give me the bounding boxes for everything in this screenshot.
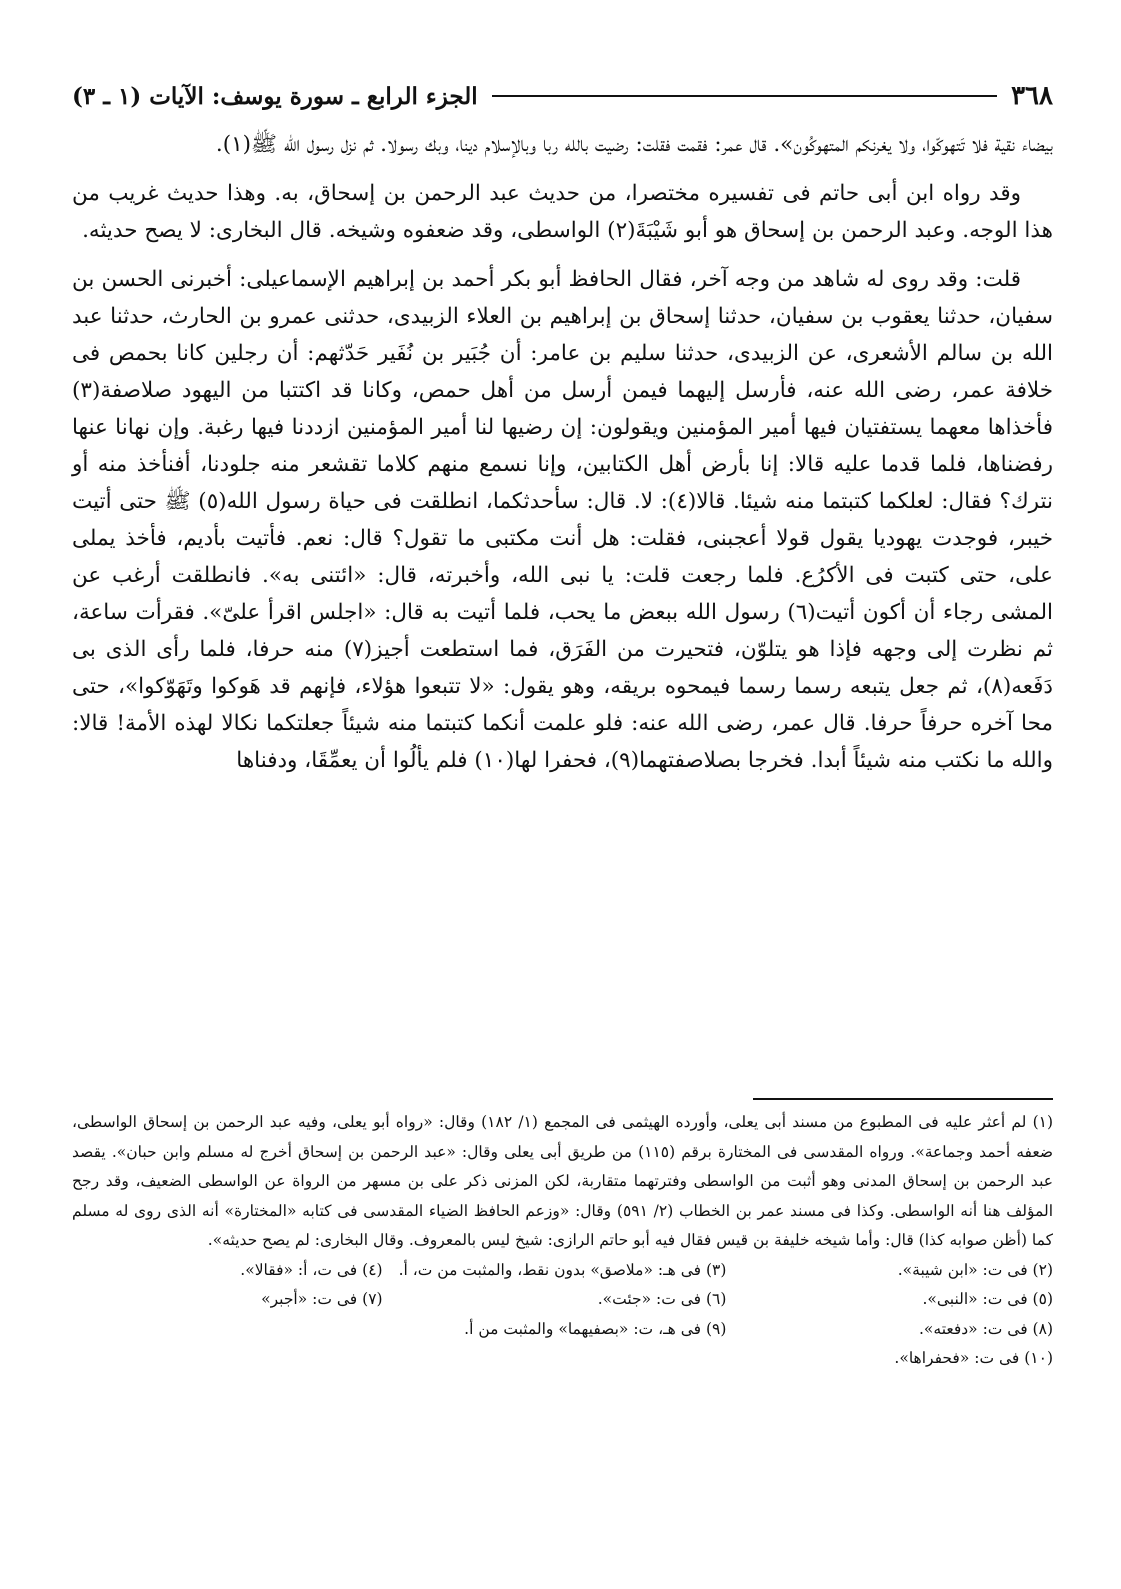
main-text [72, 126, 1053, 791]
paragraph: بيضاء نقية فلا تَتهوكّوا، ولا يغرنكم المتهوكُون». قال عمر: فقمت فقلت: رضيت بالله ربا وبالإسلام دينا، وبك رسولا. ثم نزل رسول الله ﷺ(١). [215, 132, 1053, 157]
header-rule [492, 95, 997, 97]
footnotes [72, 1108, 1053, 1374]
footnote: (٧) فى ت: «أجبر» [261, 1290, 383, 1308]
footnote: (١) لم أعثر عليه فى المطبوع من مسند أبى يعلى، وأورده الهيثمى فى المجمع (١/ ١٨٢) وقال: «رواه أبو يعلى، وفيه عبد الرحمن بن إسحاق الواسطى، ضعفه أحمد وجماعة». ورواه المقدسى فى المختارة برقم (١١٥) من طريق أبى يعلى وقال: «عبد الرحمن بن إسحاق أخرج له مسلم وابن حبان». يقصد عبد الرحمن بن إسحاق المدنى وهو أثبت من الواسطى وفترتهما متقاربة، لكن المزنى ذكر على بن مسهر من الرواة عن الواسطى الضعيف، وقد رجح المؤلف هنا أنه الواسطى. وكذا فى مسند عمر بن الخطاب (٢/ ٥٩١) وقال: «وزعم الحافظ الضياء المقدسى فى كتابه «المختارة» أنه الذى روى له مسلم كما (أظن صوابه كذا) قال: وأما شيخه خليفة بن قيس فقال فيه أبو حاتم الرازى: شيخ ليس بالمعروف. وقال البخارى: لم يصح حديثه». [72, 1113, 1054, 1249]
running-header [72, 78, 1053, 114]
footnote: (٢) فى ت: «ابن شيبة». [897, 1260, 1053, 1279]
footnote: (٤) فى ت، أ: «فقالا». [240, 1260, 383, 1279]
page-number: ٣٦٨ [1011, 81, 1053, 111]
running-title: الجزء الرابع ـ سورة يوسف: الآيات (١ ـ ٣) [72, 82, 478, 110]
paragraph: وقد رواه ابن أبى حاتم فى تفسيره مختصرا، من حديث عبد الرحمن بن إسحاق، به. وهذا حديث غريب من هذا الوجه. وعبد الرحمن بن إسحاق هو أبو شَيْبَةَ(٢) الواسطى، وقد ضعفوه وشيخه. قال البخارى: لا يصح حديثه. [72, 181, 1053, 243]
footnote: (٨) فى ت: «دفعته». [918, 1319, 1053, 1338]
footnote: (٥) فى ت: «النبى». [922, 1290, 1053, 1308]
footnote: (٩) فى هـ، ت: «بصفيهما» والمثبت من أ. [464, 1319, 727, 1338]
footnote-separator [753, 1098, 1053, 1100]
footnote: (٣) فى هـ: «ملاصق» بدون نقط، والمثبت من ت، أ. [398, 1260, 727, 1279]
paragraph: قلت: وقد روى له شاهد من وجه آخر، فقال الحافظ أبو بكر أحمد بن إبراهيم الإسماعيلى: أخبرنى الحسن بن سفيان، حدثنا يعقوب بن سفيان، حدثنا إسحاق بن إبراهيم بن العلاء الزبيدى، حدثنى عمرو بن الحارث، حدثنا عبد الله بن سالم الأشعرى، عن الزبيدى، حدثنا سليم بن عامر: أن جُبَير بن نُفَير حَدّثهم: أن رجلين كانا بحمص فى خلافة عمر، رضى الله عنه، فأرسل إليهما فيمن أرسل من أهل حمص، وكانا قد اكتتبا من اليهود صلاصفة(٣) فأخذاها معهما يستفتيان فيها أمير المؤمنين ويقولون: إن رضيها لنا أمير المؤمنين ازددنا فيها رغبة. وإن نهانا عنها رفضناها، فلما قدما عليه قالا: إنا بأرض أهل الكتابين، وإنا نسمع منهم كلاما تقشعر منه جلودنا، أفنأخذ منه أو نترك؟ فقال: لعلكما كتبتما منه شيئا. قالا(٤): لا. قال: سأحدثكما، انطلقت فى حياة رسول الله(٥) ﷺ حتى أتيت خيبر، فوجدت يهوديا يقول قولا أعجبنى، فقلت: هل أنت مكتبى ما تقول؟ قال: نعم. فأتيت بأديم، فأخذ يملى على، حتى كتبت فى الأكرُع. فلما رجعت قلت: يا نبى الله، وأخبرته، قال: «ائتنى به». فانطلقت أرغب عن المشى رجاء أن أكون أتيت(٦) رسول الله ببعض ما يحب، فلما أتيت به قال: «اجلس اقرأ علىّ». فقرأت ساعة، ثم نظرت إلى وجهه فإذا هو يتلوّن، فتحيرت من الفَرَق، فما استطعت أجيز(٧) منه حرفا، فلما رأى الذى بى دَفَعه(٨)، ثم جعل يتبعه رسما رسما فيمحوه بريقه، وهو يقول: «لا تتبعوا هؤلاء، فإنهم قد هَوكوا وتَهَوّكوا»، حتى محا آخره حرفاً حرفا. قال عمر، رضى الله عنه: فلو علمت أنكما كتبتما منه شيئاً جعلتكما نكالا لهذه الأمة! قالا: والله ما نكتب منه شيئاً أبدا. فخرجا بصلاصفتهما(٩)، فحفرا لها(١٠) فلم يألُوا أن يعمِّقَا، ودفناها [72, 267, 1054, 773]
footnote: (١٠) فى ت: «فحفراها». [894, 1349, 1053, 1367]
short-footnotes [72, 1256, 1053, 1374]
footnote: (٦) فى ت: «جئت». [597, 1290, 727, 1308]
